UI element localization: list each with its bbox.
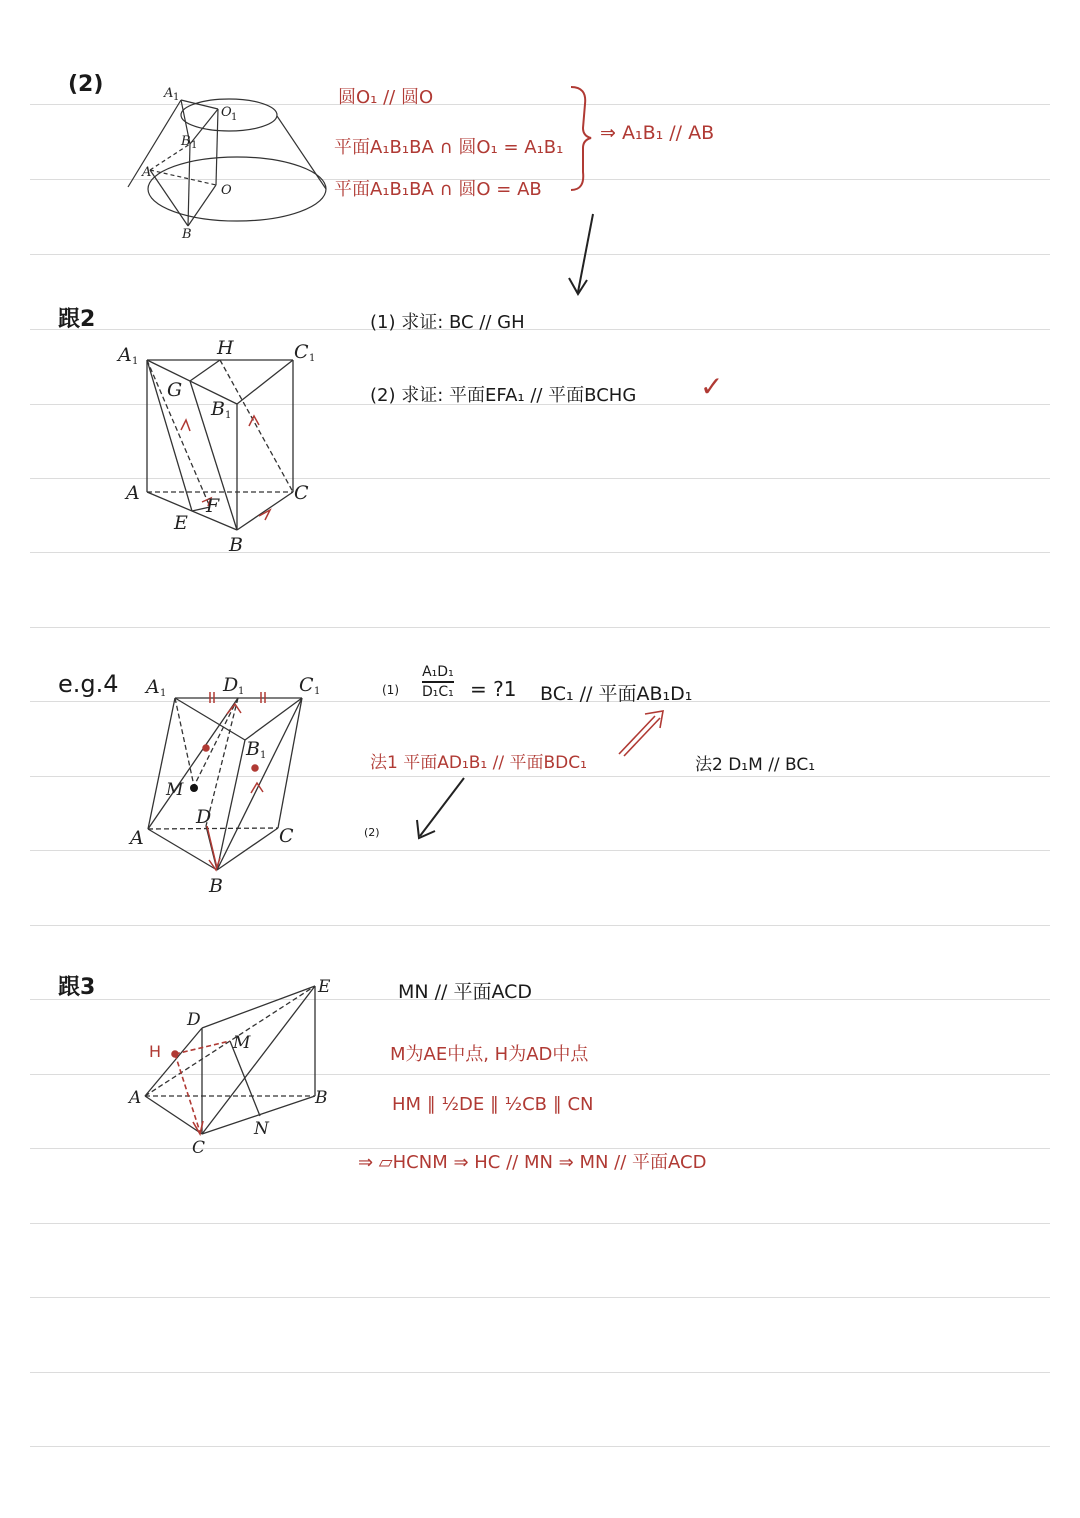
label-H: H <box>149 1042 162 1061</box>
label-A1: A <box>164 86 174 101</box>
section-1-label: (2) <box>68 72 104 97</box>
label-D1: D <box>223 674 239 696</box>
up-arrow-icon <box>615 708 670 758</box>
s4-title: MN // 平面ACD <box>398 981 533 1003</box>
label-M: M <box>233 1033 251 1053</box>
s2-question-2: (2) 求证: 平面EFA₁ // 平面BCHG <box>370 385 637 406</box>
rule-line <box>30 1446 1050 1447</box>
rule-line <box>30 1223 1050 1224</box>
label-N: N <box>254 1119 269 1139</box>
label-C: C <box>294 482 309 504</box>
label-A: A <box>142 165 152 180</box>
label-O1: O <box>221 105 232 120</box>
s4-line-1: M为AE中点, H为AD中点 <box>390 1044 589 1065</box>
frustum-figure <box>120 78 320 243</box>
label-A1-sub: 1 <box>132 356 139 367</box>
label-A: A <box>129 1088 142 1108</box>
label-C1-sub: 1 <box>314 686 321 697</box>
label-B1-sub: 1 <box>191 140 198 151</box>
label-D1-sub: 1 <box>238 686 245 697</box>
prism-figure-1 <box>110 332 330 562</box>
label-C1: C <box>294 341 309 363</box>
label-B1: B <box>181 134 191 149</box>
label-B1-sub: 1 <box>225 410 232 421</box>
label-B1-sub: 1 <box>260 750 267 761</box>
down-arrow <box>560 210 600 300</box>
label-A: A <box>126 482 140 504</box>
rule-line <box>30 1372 1050 1373</box>
label-D: D <box>187 1010 201 1030</box>
label-M: M <box>166 780 184 800</box>
s2-question-1: (1) 求证: BC // GH <box>370 312 525 333</box>
s1-line-2: 平面A₁B₁BA ∩ 圆O₁ = A₁B₁ <box>334 137 564 158</box>
right-brace <box>565 84 595 194</box>
s3-method-1: 法1 平面AD₁B₁ // 平面BDC₁ <box>370 753 587 773</box>
label-C1: C <box>299 674 314 696</box>
label-F: F <box>206 495 220 517</box>
label-E: E <box>318 977 331 997</box>
section-4-label: 跟3 <box>58 975 96 1000</box>
label-A1-sub: 1 <box>160 688 167 699</box>
s3-method-2: 法2 D₁M // BC₁ <box>695 755 816 775</box>
fraction-numerator: A₁D₁ <box>422 664 454 680</box>
label-G: G <box>167 379 183 401</box>
label-B: B <box>315 1088 328 1108</box>
s3-question-1-statement: BC₁ // 平面AB₁D₁ <box>540 683 693 705</box>
s3-question-2: (2) <box>364 826 380 839</box>
label-H: H <box>217 337 234 359</box>
label-D: D <box>196 806 212 828</box>
label-C: C <box>279 825 294 847</box>
s1-conclusion: ⇒ A₁B₁ // AB <box>600 122 715 144</box>
section-2-label: 跟2 <box>58 307 96 332</box>
s3-fraction <box>422 664 454 700</box>
rule-line <box>30 1297 1050 1298</box>
s4-line-2: HM ∥ ½DE ∥ ½CB ∥ CN <box>392 1094 594 1115</box>
label-A: A <box>130 827 144 849</box>
s1-line-3: 平面A₁B₁BA ∩ 圆O = AB <box>334 179 542 200</box>
check-mark-icon: ✓ <box>700 370 724 403</box>
rule-line <box>30 254 1050 255</box>
label-A1: A <box>146 676 160 698</box>
s4-line-3: ⇒ ▱HCNM ⇒ HC // MN ⇒ MN // 平面ACD <box>358 1152 707 1173</box>
label-C: C <box>192 1138 206 1158</box>
solid-figure-3 <box>125 972 340 1162</box>
label-B1: B <box>211 398 225 420</box>
bottom-ellipse <box>148 157 326 221</box>
label-B: B <box>209 875 223 897</box>
label-A1: A <box>118 344 132 366</box>
label-O: O <box>221 183 232 198</box>
s3-ratio-answer: = ?1 <box>470 677 517 701</box>
label-A1-sub: 1 <box>173 92 180 103</box>
prism-figure-2 <box>120 668 330 898</box>
label-B1: B <box>246 738 260 760</box>
label-E: E <box>174 512 188 534</box>
fraction-denominator: D₁C₁ <box>422 684 454 700</box>
s1-line-1: 圆O₁ // 圆O <box>338 87 434 108</box>
diagonal-down-arrow <box>410 774 470 844</box>
label-O1-sub: 1 <box>231 112 238 123</box>
label-B: B <box>229 534 243 556</box>
rule-line <box>30 925 1050 926</box>
label-B: B <box>182 227 192 242</box>
rule-line <box>30 627 1050 628</box>
label-C1-sub: 1 <box>309 353 316 364</box>
s3-question-1-prefix: (1) <box>382 683 399 697</box>
section-3-label: e.g.4 <box>58 670 119 698</box>
rule-line <box>30 329 1050 330</box>
